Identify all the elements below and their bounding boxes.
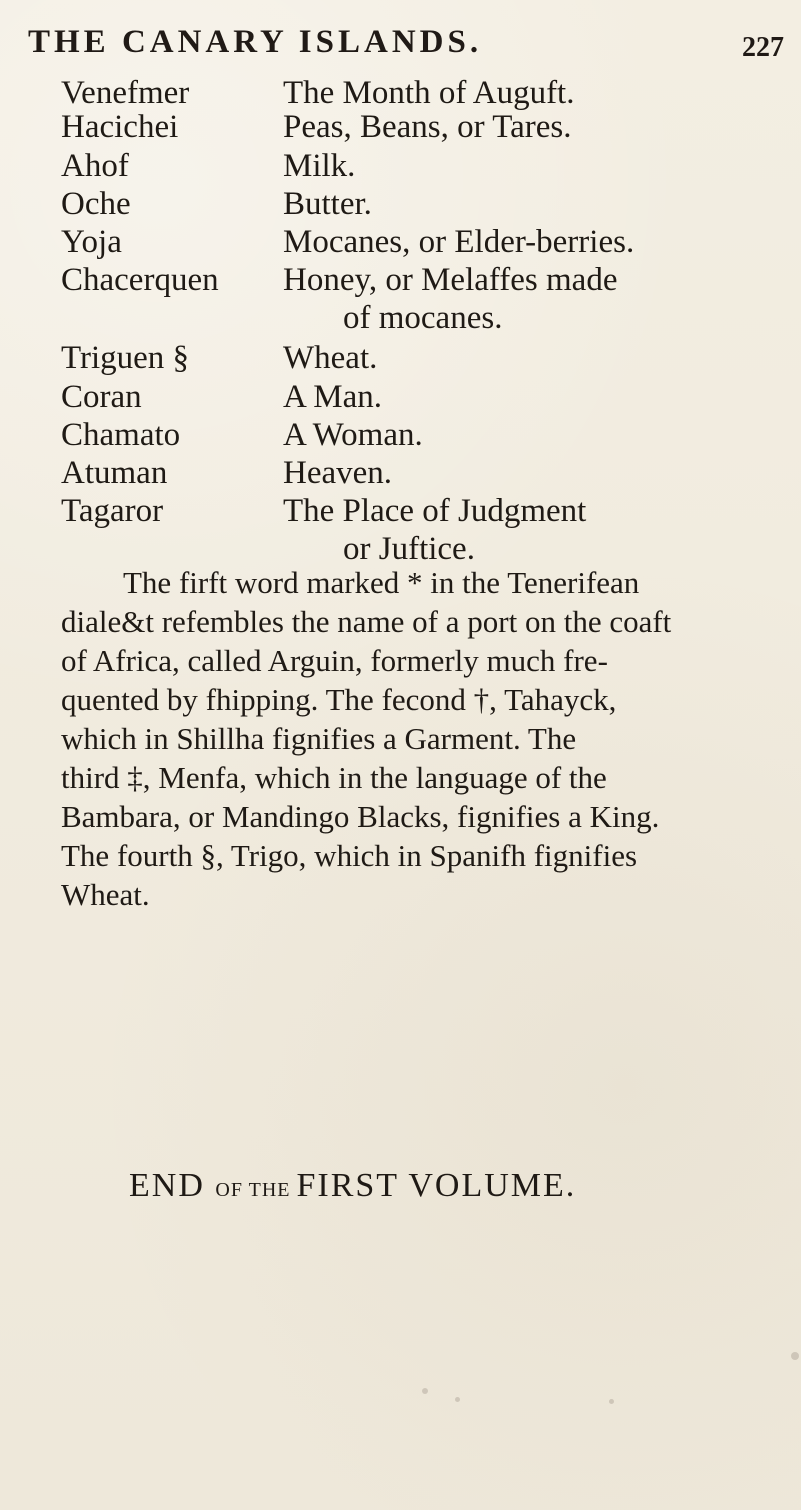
vocabulary-word-chamato: Chamato xyxy=(61,417,181,453)
vocabulary-word-yoja: Yoja xyxy=(61,224,122,260)
vocabulary-meaning-chacerquen-line1: Honey, or Melaffes made xyxy=(283,262,618,298)
vocabulary-meaning-tagaror-line1: The Place of Judgment xyxy=(283,493,587,529)
vocabulary-meaning-chamato: A Woman. xyxy=(283,417,423,453)
running-header xyxy=(28,24,788,64)
paper-speck xyxy=(791,1352,799,1360)
paragraph-line-8: The fourth §, Trigo, which in Spanifh fignifies xyxy=(61,838,638,873)
vocabulary-word-triguen: Triguen § xyxy=(61,340,190,376)
vocabulary-meaning-tagaror-line2: or Juftice. xyxy=(343,531,475,567)
paragraph-line-6: third ‡, Menfa, which in the language of the xyxy=(61,760,607,795)
paragraph-line-9: Wheat. xyxy=(61,877,150,912)
end-of-volume-note xyxy=(129,1167,576,1205)
vocabulary-word-hacichei: Hacichei xyxy=(61,109,179,145)
end-note-part-1: END xyxy=(129,1167,216,1204)
vocabulary-meaning-oche: Butter. xyxy=(283,186,372,222)
vocabulary-word-chacerquen: Chacerquen xyxy=(61,262,219,298)
end-note-part-3: FIRST VOLUME. xyxy=(296,1167,577,1204)
paper-speck xyxy=(455,1397,460,1402)
vocabulary-meaning-hacichei: Peas, Beans, or Tares. xyxy=(283,109,572,145)
end-note-part-2: OF THE xyxy=(215,1179,297,1201)
vocabulary-meaning-venefmer: The Month of Auguft. xyxy=(283,75,575,111)
running-head: THE CANARY ISLANDS. xyxy=(28,24,483,60)
vocabulary-meaning-coran: A Man. xyxy=(283,379,382,415)
vocabulary-word-ahof: Ahof xyxy=(61,148,129,184)
paragraph-line-1: The firft word marked * in the Tenerifean xyxy=(123,565,640,600)
paragraph-line-3: of Africa, called Arguin, formerly much fre- xyxy=(61,643,608,678)
paper-speck xyxy=(422,1388,428,1394)
paragraph-line-4: quented by fhipping. The fecond †, Tahayck, xyxy=(61,682,617,717)
vocabulary-meaning-atuman: Heaven. xyxy=(283,455,393,491)
vocabulary-meaning-yoja: Mocanes, or Elder-berries. xyxy=(283,224,635,260)
paragraph-line-2: diale&t refembles the name of a port on the coaft xyxy=(61,604,672,639)
vocabulary-meaning-chacerquen-line2: of mocanes. xyxy=(343,300,503,336)
vocabulary-word-tagaror: Tagaror xyxy=(61,493,164,529)
vocabulary-word-oche: Oche xyxy=(61,186,131,222)
paragraph-line-5: which in Shillha fignifies a Garment. The xyxy=(61,721,577,756)
vocabulary-list xyxy=(0,74,801,567)
vocabulary-word-venefmer: Venefmer xyxy=(61,75,190,111)
paper-speck xyxy=(609,1399,614,1404)
vocabulary-word-atuman: Atuman xyxy=(61,455,168,491)
vocabulary-word-coran: Coran xyxy=(61,379,142,415)
paragraph-line-7: Bambara, or Mandingo Blacks, fignifies a King. xyxy=(61,799,660,834)
vocabulary-meaning-triguen: Wheat. xyxy=(283,340,378,376)
vocabulary-meaning-ahof: Milk. xyxy=(283,148,356,184)
page-number: 227 xyxy=(742,32,784,63)
